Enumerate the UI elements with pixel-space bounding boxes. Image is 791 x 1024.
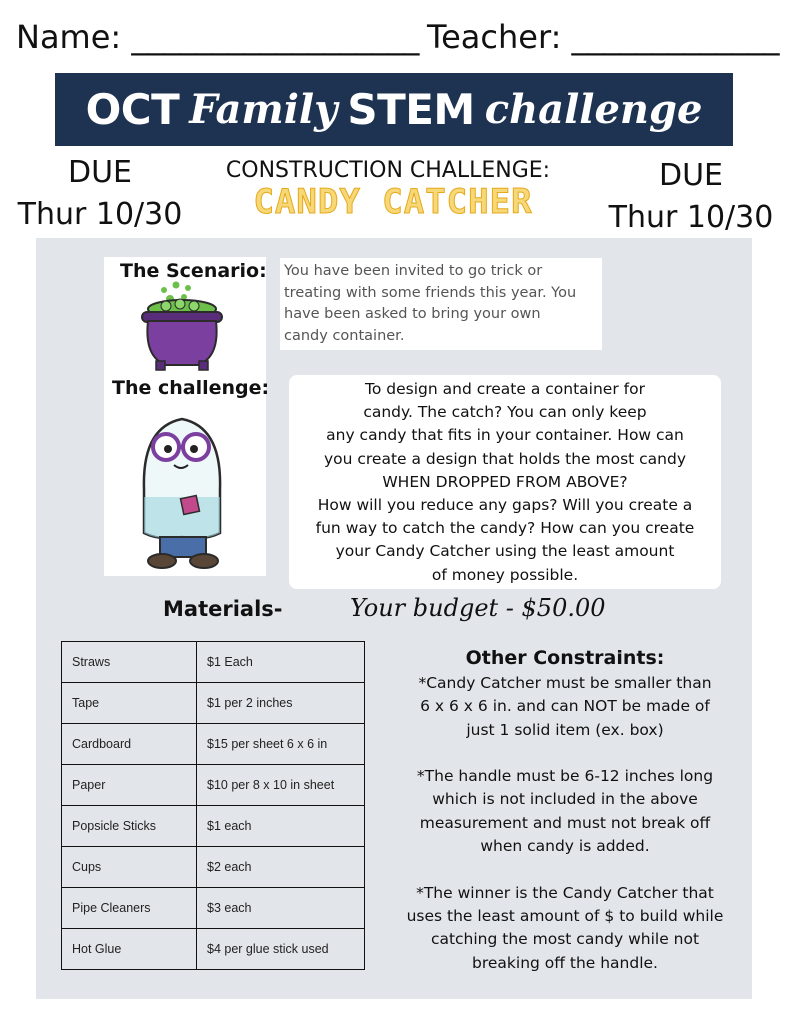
challenge-line: of money possible. [431,565,579,584]
material-item: Straws [62,642,197,683]
name-field-label: Name: __________________ [16,18,420,56]
candy-catcher-title: CANDY CATCHER [253,182,533,222]
material-price: $15 per sheet 6 x 6 in [197,724,365,765]
materials-heading: Materials- [163,597,283,621]
table-row [62,683,365,724]
material-price: $3 each [197,888,365,929]
scenario-label: The Scenario: [120,260,267,282]
constraint-line: breaking off the handle. [472,953,658,972]
table-row [62,888,365,929]
material-item: Cardboard [62,724,197,765]
challenge-line: fun way to catch the candy? How can you create [315,519,695,538]
due-right-date: Thur 10/30 [608,200,774,235]
challenge-line: your Candy Catcher using the least amount [335,542,675,561]
banner-challenge: challenge [484,86,703,133]
spacer [388,858,742,881]
due-right-label: DUE [658,158,723,193]
table-row [62,847,365,888]
due-date-left [14,152,186,236]
table-row [62,929,365,970]
banner-family: Family [189,86,338,133]
constraint-line: uses the least amount of $ to build while [406,906,724,925]
scenario-line: have been asked to bring your own [284,306,541,322]
due-left-date: Thur 10/30 [17,197,183,232]
budget-text: Your budget - $50.00 [350,594,606,622]
due-left-label: DUE [67,155,132,190]
challenge-line: any candy that fits in your container. How can [326,426,684,445]
material-item: Pipe Cleaners [62,888,197,929]
banner-oct: OCT [85,85,180,134]
material-price: $4 per glue stick used [197,929,365,970]
material-item: Paper [62,765,197,806]
constraint-line: measurement and must not break off [419,813,711,832]
ghost-icon [144,419,220,568]
constraint-line: *Candy Catcher must be smaller than [418,674,712,692]
cauldron-icon [104,257,266,576]
constraint-line: just 1 solid item (ex. box) [466,720,664,739]
constraint-line: when candy is added. [480,837,650,856]
constraint-line: *The winner is the Candy Catcher that [416,883,714,902]
scenario-line: You have been invited to go trick or [284,263,543,279]
constraint-line: *The handle must be 6-12 inches long [416,767,714,786]
constraints-heading: Other Constraints: [465,647,665,669]
table-row [62,642,365,683]
constraints-text [388,672,742,975]
title-banner [55,73,733,146]
due-date-right [606,155,776,239]
scenario-line: candy container. [284,327,405,344]
material-price: $1 Each [197,642,365,683]
scenario-line: treating with some friends this year. You [284,284,577,301]
challenge-line: WHEN DROPPED FROM ABOVE? [382,472,628,491]
material-price: $10 per 8 x 10 in sheet [197,765,365,806]
table-row [62,724,365,765]
material-item: Tape [62,683,197,724]
challenge-text-box [289,375,721,589]
illustration-column [104,257,266,576]
banner-stem: STEM [347,85,475,134]
material-item: Hot Glue [62,929,197,970]
challenge-label: The challenge: [112,377,270,399]
challenge-line: you create a design that holds the most candy [323,449,687,468]
materials-table [61,641,365,970]
material-price: $1 each [197,806,365,847]
teacher-field-label: Teacher: _____________ [427,18,780,56]
challenge-line: How will you reduce any gaps? Will you create a [317,496,693,515]
table-row [62,806,365,847]
constraint-line: 6 x 6 x 6 in. and can NOT be made of [420,697,710,716]
material-price: $1 per 2 inches [197,683,365,724]
constraint-line: which is not included in the above [432,790,698,809]
material-price: $2 each [197,847,365,888]
constraint-line: catching the most candy while not [430,930,700,949]
table-row [62,765,365,806]
material-item: Popsicle Sticks [62,806,197,847]
challenge-line: To design and create a container for [365,380,645,398]
spacer [388,742,742,765]
scenario-text-box [280,258,602,350]
construction-title: CONSTRUCTION CHALLENGE: [225,158,551,183]
challenge-line: candy. The catch? You can only keep [363,403,647,422]
material-item: Cups [62,847,197,888]
